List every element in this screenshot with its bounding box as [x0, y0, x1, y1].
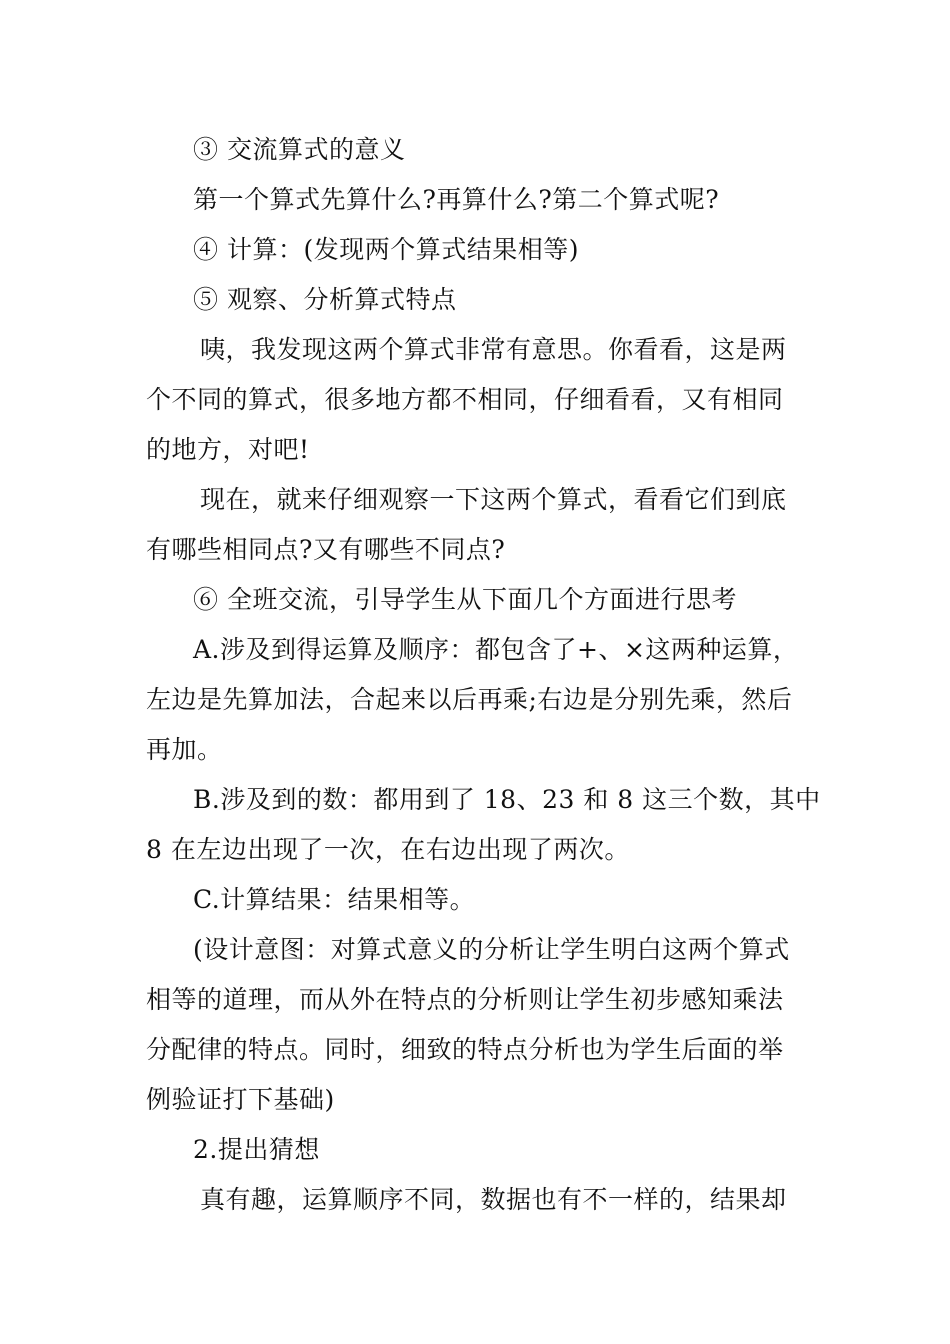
heading-4-calculate: ④ 计算：(发现两个算式结果相等)	[193, 235, 579, 264]
paragraph-line: 第一个算式先算什么?再算什么?第二个算式呢?	[193, 185, 720, 214]
paragraph-line: 个不同的算式，很多地方都不相同，仔细看看，又有相同	[146, 385, 784, 414]
heading-3-exchange-meaning: ③ 交流算式的意义	[193, 135, 406, 164]
point-a-line: A.涉及到得运算及顺序：都包含了+、×这两种运算，	[193, 635, 799, 664]
paragraph-line: 有哪些相同点?又有哪些不同点?	[146, 535, 506, 564]
heading-6-class-exchange: ⑥ 全班交流，引导学生从下面几个方面进行思考	[193, 585, 737, 614]
paragraph-line: 8 在左边出现了一次，在右边出现了两次。	[146, 835, 630, 864]
design-intent-line: (设计意图：对算式意义的分析让学生明白这两个算式	[193, 935, 790, 964]
heading-2-conjecture: 2.提出猜想	[193, 1135, 320, 1164]
paragraph-line: 再加。	[146, 735, 223, 764]
paragraph-line: 的地方，对吧!	[146, 435, 310, 464]
paragraph-line: 咦，我发现这两个算式非常有意思。你看看，这是两	[200, 335, 787, 364]
paragraph-line: 例验证打下基础)	[146, 1085, 335, 1114]
paragraph-line: 左边是先算加法，合起来以后再乘;右边是分别先乘，然后	[146, 685, 793, 714]
point-c-line: C.计算结果：结果相等。	[193, 885, 476, 914]
paragraph-line: 相等的道理，而从外在特点的分析则让学生初步感知乘法	[146, 985, 784, 1014]
point-b-line: B.涉及到的数：都用到了 18、23 和 8 这三个数，其中	[193, 785, 821, 814]
heading-5-observe: ⑤ 观察、分析算式特点	[193, 285, 457, 314]
paragraph-line: 真有趣，运算顺序不同，数据也有不一样的，结果却	[200, 1185, 787, 1214]
paragraph-line: 分配律的特点。同时，细致的特点分析也为学生后面的举	[146, 1035, 784, 1064]
paragraph-line: 现在，就来仔细观察一下这两个算式，看看它们到底	[200, 485, 787, 514]
